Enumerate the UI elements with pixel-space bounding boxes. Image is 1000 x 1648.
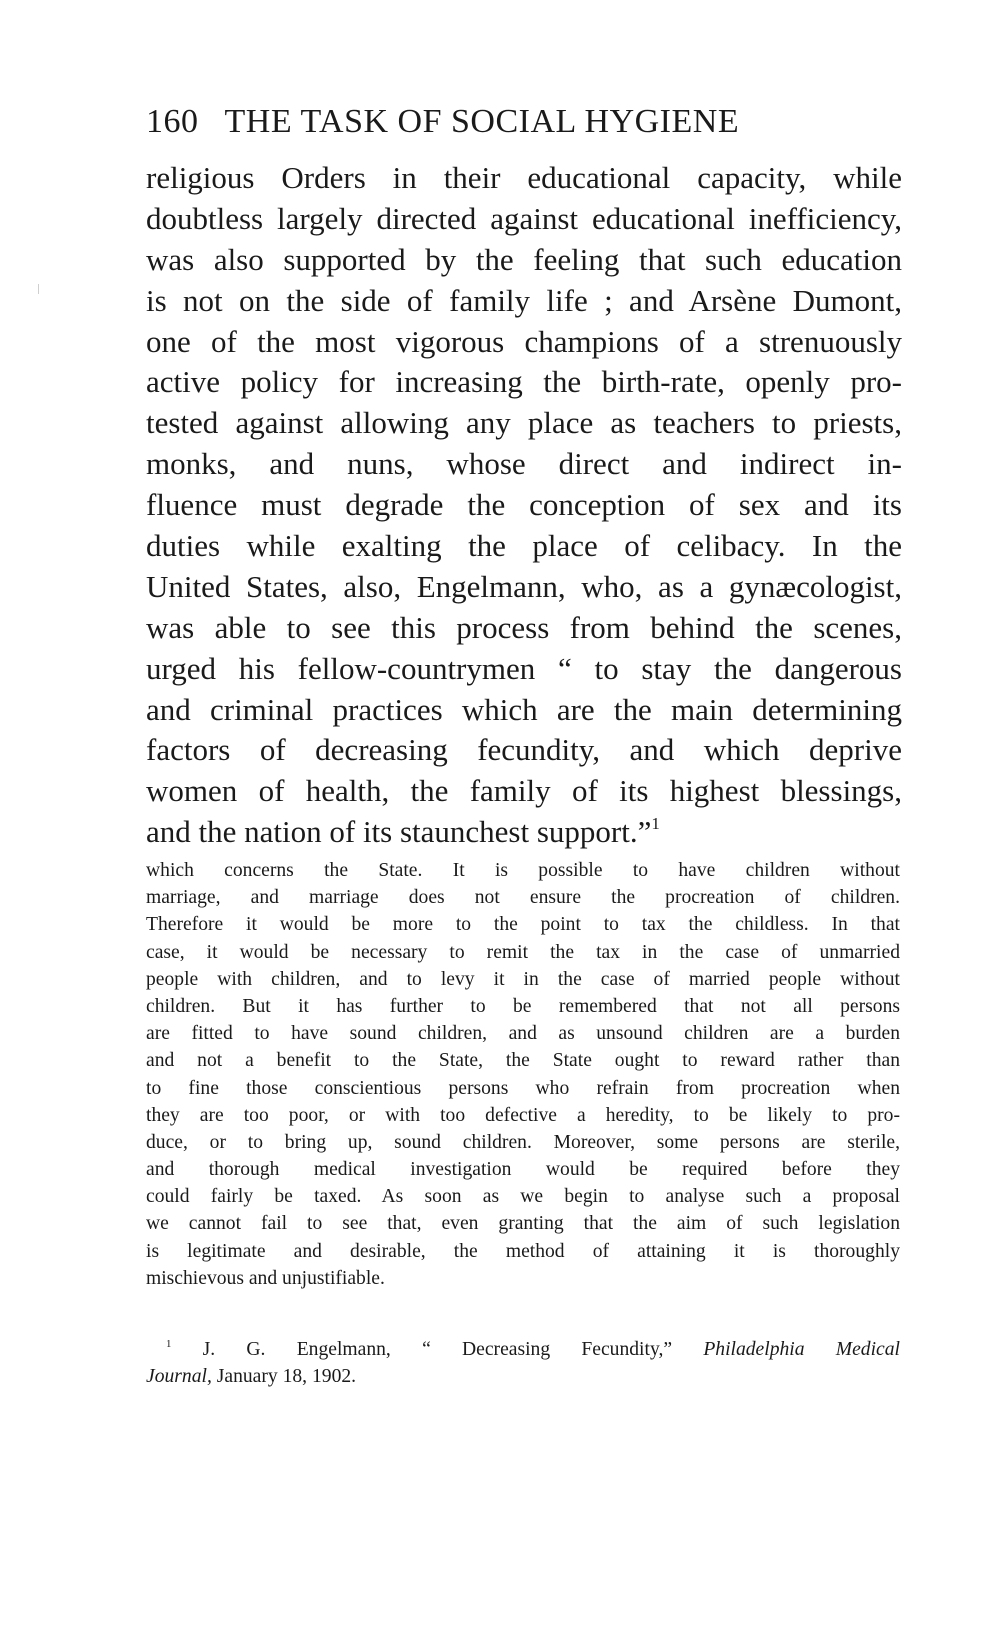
body-line: fluence must degrade the conception of sex and its bbox=[146, 487, 902, 523]
footnote-line: to fine those conscientious persons who refrain from procreation when bbox=[146, 1077, 900, 1099]
body-line: active policy for increasing the birth-rate, openly pro- bbox=[146, 364, 902, 400]
footnote-line: marriage, and marriage does not ensure the procreation of children. bbox=[146, 887, 900, 909]
footnote-1-line-2 bbox=[146, 1363, 900, 1390]
body-line: one of the most vigorous champions of a strenuously bbox=[146, 323, 902, 359]
page-number: 160 bbox=[146, 103, 199, 140]
footnote-line: children. But it has further to be remembered that not all persons bbox=[146, 995, 900, 1017]
footnote-line: is legitimate and desirable, the method of attaining it is thoroughly bbox=[146, 1240, 900, 1262]
body-line: and criminal practices which are the main determining bbox=[146, 691, 902, 727]
body-line: was able to see this process from behind the scenes, bbox=[146, 609, 902, 645]
footnote-line: and thorough medical investigation would be required before they bbox=[146, 1159, 900, 1181]
footnote-line: Therefore it would be more to the point to tax the childless. In that bbox=[146, 914, 900, 936]
running-title: THE TASK OF SOCIAL HYGIENE bbox=[224, 103, 740, 140]
footnote-line: we cannot fail to see that, even granting that the aim of such legislation bbox=[146, 1213, 900, 1235]
body-line: was also supported by the feeling that such education bbox=[146, 241, 902, 277]
citation-journal-cont: Journal, bbox=[146, 1366, 212, 1388]
footnote-line: they are too poor, or with too defective a heredity, to be likely to pro- bbox=[146, 1104, 900, 1126]
footnote-reference: 1 bbox=[651, 814, 660, 834]
body-line: duties while exalting the place of celibacy. In the bbox=[146, 528, 902, 564]
footnote-continued bbox=[146, 857, 900, 1292]
citation-author-title: J. G. Engelmann, “ Decreasing Fecundity,” bbox=[171, 1339, 704, 1360]
footnote-line: people with children, and to levy it in the case of married people without bbox=[146, 968, 900, 990]
body-line: United States, also, Engelmann, who, as a gynæcologist, bbox=[146, 568, 902, 604]
footnote-line: could fairly be taxed. As soon as we begin to analyse such a proposal bbox=[146, 1186, 900, 1208]
body-line: women of health, the family of its highest blessings, bbox=[146, 773, 902, 809]
body-line: is not on the side of family life ; and Arsène Dumont, bbox=[146, 282, 902, 318]
citation-journal: Philadelphia Medical bbox=[703, 1339, 900, 1360]
body-line: doubtless largely directed against educational inefficiency, bbox=[146, 200, 902, 236]
margin-mark bbox=[38, 284, 39, 294]
footnote-line: duce, or to bring up, sound children. Moreover, some persons are sterile, bbox=[146, 1131, 900, 1153]
body-text bbox=[146, 158, 902, 853]
body-line-last bbox=[146, 812, 902, 853]
running-header bbox=[146, 100, 906, 144]
footnote-line: which concerns the State. It is possible to have children without bbox=[146, 860, 900, 881]
footnote-1-marker: 1 bbox=[166, 1337, 172, 1350]
footnote-line: and not a benefit to the State, the State ought to reward rather than bbox=[146, 1050, 900, 1072]
footnote-1 bbox=[146, 1336, 900, 1390]
body-line: monks, and nuns, whose direct and indirect in- bbox=[146, 446, 902, 482]
body-line: tested against allowing any place as teachers to priests, bbox=[146, 405, 902, 441]
body-line-text: and the nation of its staunchest support.” bbox=[146, 814, 652, 850]
citation-date: January 18, 1902. bbox=[211, 1366, 357, 1388]
footnote-line: mischievous and unjustifiable. bbox=[146, 1267, 385, 1289]
body-line: factors of decreasing fecundity, and which deprive bbox=[146, 732, 902, 768]
footnote-line: are fitted to have sound children, and as unsound children are a burden bbox=[146, 1023, 900, 1045]
body-line: urged his fellow-countrymen “ to stay the dangerous bbox=[146, 650, 902, 686]
body-line: religious Orders in their educational capacity, while bbox=[146, 160, 902, 195]
footnote-1-line-1 bbox=[146, 1336, 900, 1363]
footnote-line: case, it would be necessary to remit the tax in the case of unmarried bbox=[146, 941, 900, 963]
